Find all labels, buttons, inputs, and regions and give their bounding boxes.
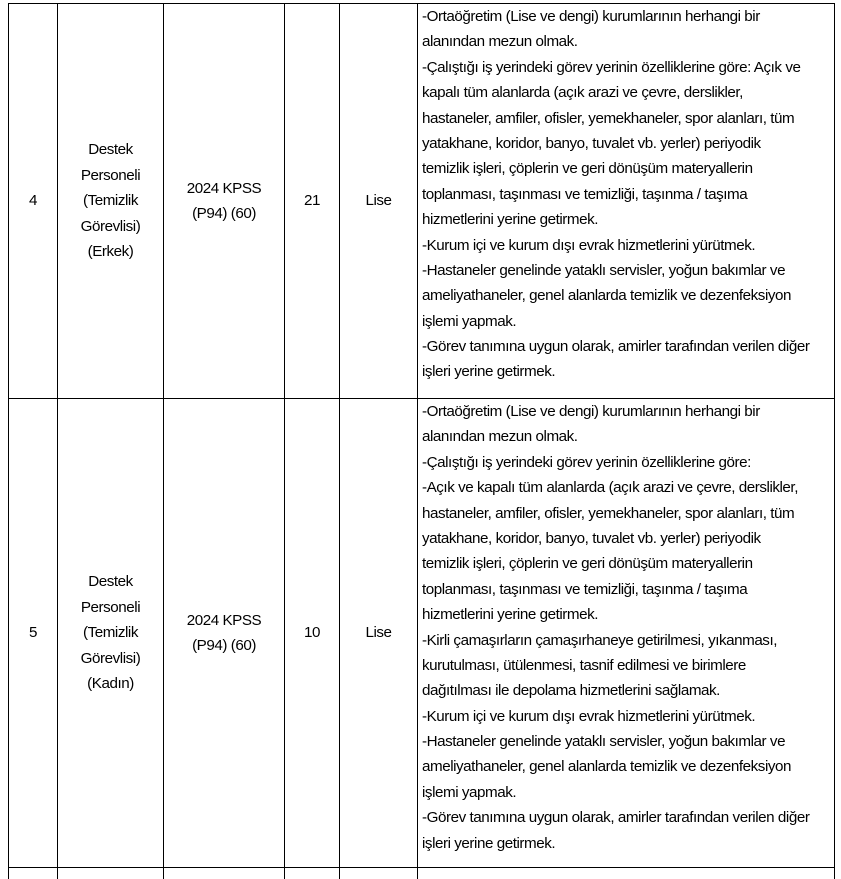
row-number-cell (9, 4, 58, 399)
empty-cell (9, 868, 58, 879)
requirement-line: işlemi yapmak. (422, 783, 517, 801)
requirement-line: toplanması, taşınması ve temizliği, taşınma / taşıma (422, 185, 748, 203)
education-level: Lise (365, 624, 392, 642)
empty-cell (340, 868, 418, 879)
table-body (9, 4, 835, 879)
requirement-line: alanından mezun olmak. (422, 33, 578, 51)
table-row (9, 4, 835, 399)
requirement-line: -Açık ve kapalı tüm alanlarda (açık arazi ve çevre, derslikler, (422, 479, 798, 497)
requirement-line: -Hastaneler genelinde yataklı servisler, yoğun bakımlar ve (422, 261, 786, 279)
requirement-line: toplanması, taşınması ve temizliği, taşınma / taşıma (422, 580, 748, 598)
requirement-line: kapalı tüm alanlarda (açık arazi ve çevre, derslikler, (422, 84, 743, 102)
requirement-line: -Kurum içi ve kurum dışı evrak hizmetlerini yürütmek. (422, 707, 756, 725)
position-title-line: Görevlisi) (80, 649, 141, 667)
position-title-line: (Temizlik (82, 192, 138, 210)
empty-cell (164, 868, 285, 879)
table-row (9, 399, 835, 868)
row-number-cell (9, 399, 58, 868)
requirements-cell (418, 4, 835, 399)
requirements-cell (418, 399, 835, 868)
empty-cell (58, 868, 164, 879)
position-count-cell (285, 4, 340, 399)
position-title-line: (Kadın) (87, 675, 134, 693)
requirement-line: işleri yerine getirmek. (422, 834, 556, 852)
requirement-line: -Hastaneler genelinde yataklı servisler, yoğun bakımlar ve (422, 733, 786, 751)
education-level-cell (340, 4, 418, 399)
position-count: 10 (304, 624, 320, 642)
requirement-line: yatakhane, koridor, banyo, tuvalet vb. yerler) periyodik (422, 529, 761, 547)
requirement-line: -Kirli çamaşırların çamaşırhaneye getirilmesi, yıkanması, (422, 631, 777, 649)
education-level: Lise (365, 192, 392, 210)
position-title-line: Destek (88, 573, 133, 591)
requirement-line: temizlik işleri, çöplerin ve geri dönüşüm materyallerin (422, 160, 753, 178)
requirement-line: yatakhane, koridor, banyo, tuvalet vb. yerler) periyodik (422, 134, 761, 152)
requirement-line: temizlik işleri, çöplerin ve geri dönüşüm materyallerin (422, 555, 753, 573)
education-level-cell (340, 399, 418, 868)
requirement-line: işleri yerine getirmek. (422, 363, 556, 381)
position-title-cell (58, 4, 164, 399)
empty-cell (418, 868, 835, 879)
requirement-line: ameliyathaneler, genel alanlarda temizlik ve dezenfeksiyon (422, 287, 792, 305)
requirement-line: kurutulması, ütülenmesi, tasnif edilmesi ve birimlere (422, 656, 746, 674)
exam-type-line: (P94) (60) (192, 205, 256, 222)
requirement-line: -Ortaöğretim (Lise ve dengi) kurumlarının herhangi bir (422, 8, 760, 25)
requirement-line: -Çalıştığı iş yerindeki görev yerinin özelliklerine göre: Açık ve (422, 58, 801, 76)
requirement-line: -Çalıştığı iş yerindeki görev yerinin özelliklerine göre: (422, 453, 751, 471)
requirement-line: -Görev tanımına uygun olarak, amirler tarafından verilen diğer (422, 338, 810, 356)
requirement-line: -Kurum içi ve kurum dışı evrak hizmetlerini yürütmek. (422, 236, 756, 254)
position-count: 21 (304, 192, 320, 210)
position-count-cell (285, 399, 340, 868)
requirement-line: -Görev tanımına uygun olarak, amirler tarafından verilen diğer (422, 809, 810, 827)
position-title-line: (Erkek) (87, 243, 134, 261)
exam-type-cell (164, 4, 285, 399)
exam-type-line: 2024 KPSS (186, 179, 262, 197)
position-title-line: Görevlisi) (80, 217, 141, 235)
position-title-line: Personeli (80, 166, 141, 184)
requirement-line: işlemi yapmak. (422, 312, 517, 330)
table-row-partial (9, 868, 835, 879)
requirement-line: hizmetlerini yerine getirmek. (422, 211, 599, 229)
exam-type-line: (P94) (60) (192, 637, 256, 654)
exam-type-cell (164, 399, 285, 868)
position-title-line: (Temizlik (82, 624, 138, 642)
requirement-line: dağıtılması ile depolama hizmetlerini sağlamak. (422, 682, 720, 700)
position-table (8, 3, 835, 879)
position-title-line: Destek (88, 141, 133, 159)
exam-type-line: 2024 KPSS (186, 611, 262, 629)
requirement-line: alanından mezun olmak. (422, 428, 578, 446)
requirement-line: hizmetlerini yerine getirmek. (422, 606, 599, 624)
position-title-line: Personeli (80, 598, 141, 616)
requirement-line: ameliyathaneler, genel alanlarda temizlik ve dezenfeksiyon (422, 758, 792, 776)
position-title-cell (58, 399, 164, 868)
empty-cell (285, 868, 340, 879)
row-number: 5 (29, 624, 37, 642)
requirement-line: hastaneler, amfiler, ofisler, yemekhaneler, spor alanları, tüm (422, 504, 795, 522)
row-number: 4 (29, 192, 37, 210)
requirement-line: -Ortaöğretim (Lise ve dengi) kurumlarının herhangi bir (422, 403, 760, 420)
requirement-line: hastaneler, amfiler, ofisler, yemekhaneler, spor alanları, tüm (422, 109, 795, 127)
